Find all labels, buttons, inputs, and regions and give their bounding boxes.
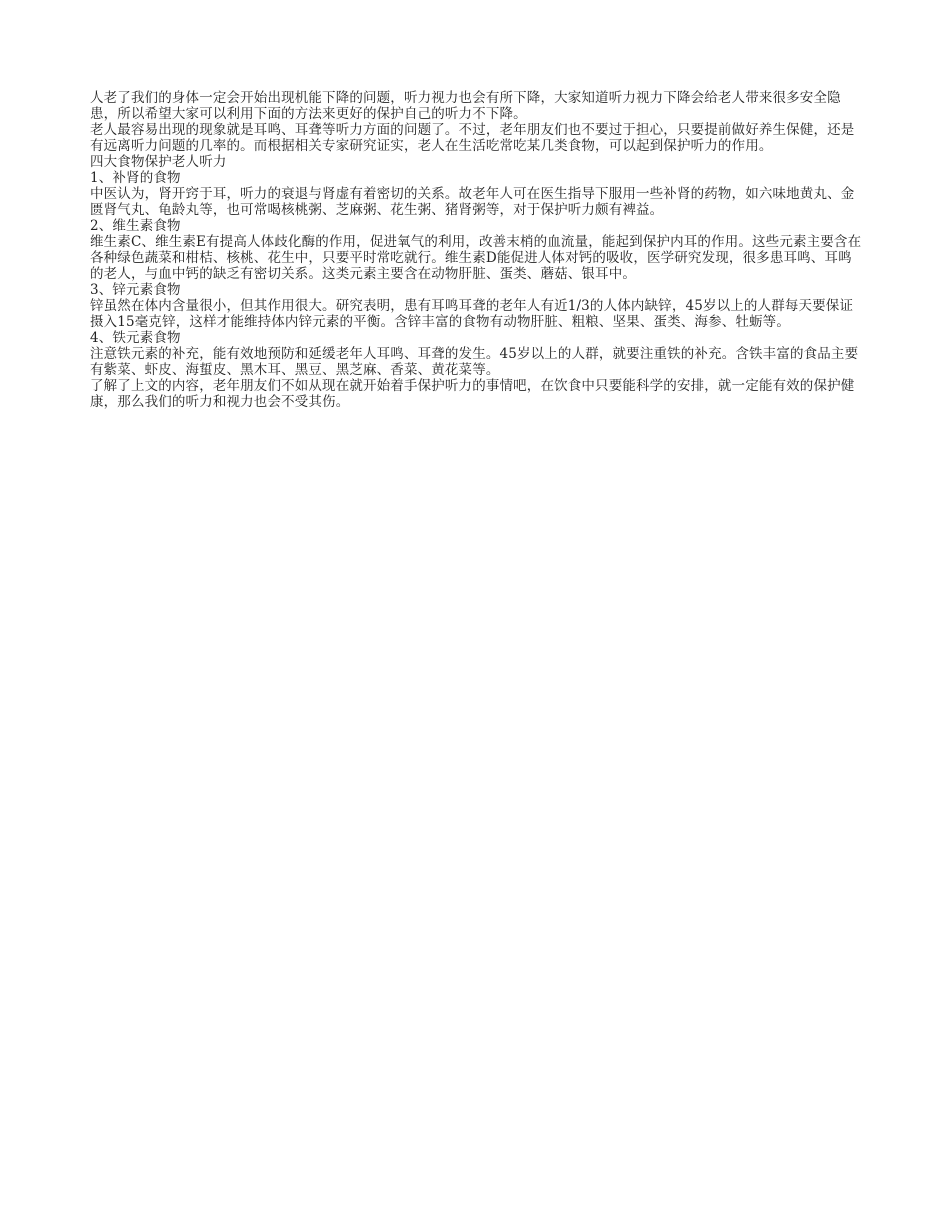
item-3-text: 锌虽然在体内含量很小，但其作用很大。研究表明，患有耳鸣耳聋的老年人有近1/3的人体内缺锌，45岁以上的人群每天要保证摄入15毫克锌，这样才能维持体内锌元素的平衡。含锌丰富的食物有动物肝脏、粗粮、坚果、蛋类、海参、牡蛎等。 (90, 298, 854, 330)
context-paragraph: 老人最容易出现的现象就是耳鸣、耳聋等听力方面的问题了。不过，老年朋友们也不要过于担心，只要提前做好养生保健，还是有远离听力问题的几率的。而根据相关专家研究证实，老人在生活吃常吃某几类食物，可以起到保护听力的作用。 (90, 122, 855, 154)
intro-paragraph: 人老了我们的身体一定会开始出现机能下降的问题，听力视力也会有所下降，大家知道听力视力下降会给老人带来很多安全隐患，所以希望大家可以利用下面的方法来更好的保护自己的听力不下降。 (90, 90, 841, 122)
item-3-title: 3、锌元素食物 (90, 282, 181, 298)
item-1-text: 中医认为，肾开窍于耳，听力的衰退与肾虚有着密切的关系。故老年人可在医生指导下服用一些补肾的药物，如六味地黄丸、金匮肾气丸、龟龄丸等，也可常喝核桃粥、芝麻粥、花生粥、猪肾粥等，对于保护听力颇有裨益。 (90, 186, 855, 218)
item-1-title: 1、补肾的食物 (90, 170, 181, 186)
section-title: 四大食物保护老人听力 (90, 154, 227, 170)
conclusion-paragraph: 了解了上文的内容，老年朋友们不如从现在就开始着手保护听力的事情吧，在饮食中只要能科学的安排，就一定能有效的保护健康，那么我们的听力和视力也会不受其伤。 (90, 378, 855, 410)
item-2-text: 维生素C、维生素E有提高人体歧化酶的作用，促进氧气的利用，改善末梢的血流量，能起到保护内耳的作用。这些元素主要含在各种绿色蔬菜和柑桔、核桃、花生中，只要平时常吃就行。维生素D能促进人体对钙的吸收，医学研究发现，很多患耳鸣、耳鸣的老人，与血中钙的缺乏有密切关系。这类元素主要含在动物肝脏、蛋类、蘑菇、银耳中。 (90, 234, 862, 282)
item-2-title: 2、维生素食物 (90, 218, 181, 234)
item-4-text: 注意铁元素的补充，能有效地预防和延缓老年人耳鸣、耳聋的发生。45岁以上的人群，就要注重铁的补充。含铁丰富的食品主要有紫菜、虾皮、海蜇皮、黑木耳、黑豆、黑芝麻、香菜、黄花菜等。 (90, 346, 859, 378)
item-4-title: 4、铁元素食物 (90, 330, 181, 346)
